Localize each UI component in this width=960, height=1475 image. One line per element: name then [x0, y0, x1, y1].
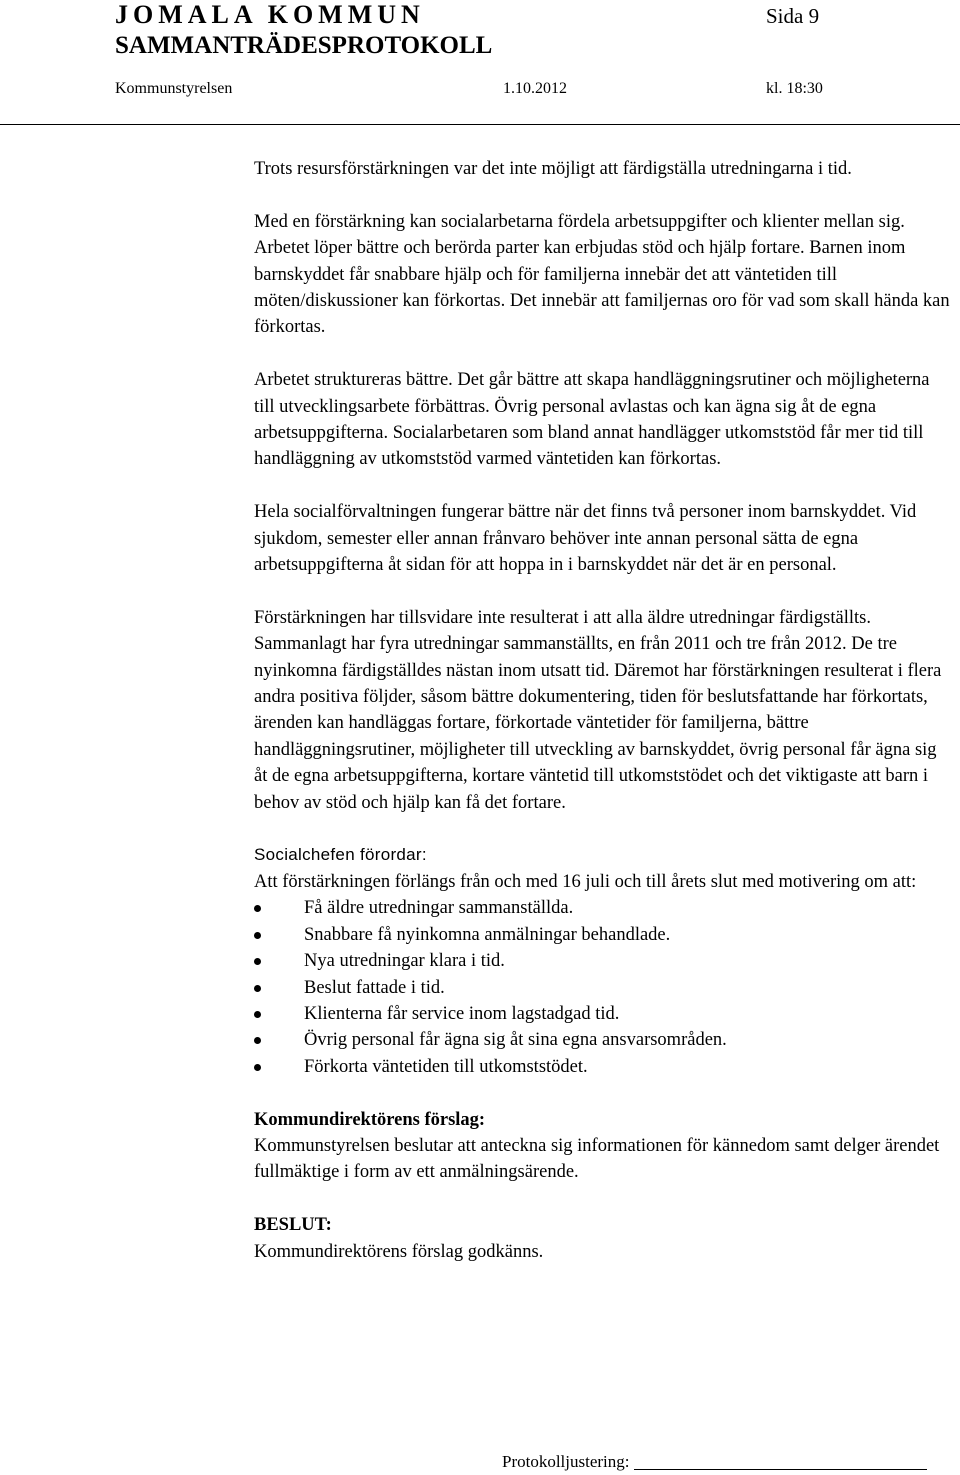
document-body	[254, 156, 954, 1265]
list-item-text: Nya utredningar klara i tid.	[304, 951, 505, 972]
bullet-icon	[254, 905, 261, 912]
bullet-icon	[254, 958, 261, 965]
meeting-date: 1.10.2012	[503, 80, 567, 97]
proposal-text: Kommunstyrelsen beslutar att anteckna sig informationen för kännedom samt delger ärendet fullmäktige i form av ett anmälningsärende.	[254, 1135, 940, 1183]
page-number: Sida 9	[766, 4, 820, 28]
document-type: SAMMANTRÄDESPROTOKOLL	[115, 32, 493, 59]
minutes-verification	[502, 1450, 927, 1474]
list-item-text: Förkorta väntetiden till utkomststödet.	[304, 1056, 588, 1077]
list-item-text: Få äldre utredningar sammanställda.	[304, 898, 574, 919]
bullet-icon	[254, 1064, 261, 1071]
signature-line[interactable]	[634, 1469, 927, 1470]
list-item-text: Beslut fattade i tid.	[304, 977, 445, 998]
decision-text: Kommundirektörens förslag godkänns.	[254, 1241, 544, 1262]
organization-name: JOMALA KOMMUN	[115, 0, 425, 29]
paragraph-1: Trots resursförstärkningen var det inte möjligt att färdigställa utredningarna i tid.	[254, 159, 852, 179]
verification-label: Protokolljustering:	[502, 1452, 630, 1471]
board-name: Kommunstyrelsen	[115, 80, 233, 97]
paragraph-2: Med en förstärkning kan socialarbetarna fördela arbetsuppgifter och klienter mellan sig. Arbetet löper bättre och berörda parter kan erbjudas stöd och hjälp fortare. Barnen inom barnskyddet får snabbare hjälp och för familjerna innebär det att väntetiden till möten/diskussioner kan förkortas. Det innebär att familjernas oro för vad som skall hända kan förkortas.	[254, 211, 950, 338]
meeting-time: kl. 18:30	[766, 80, 823, 97]
recommendation-label: Socialchefen förordar:	[254, 845, 427, 865]
header-divider	[0, 124, 960, 125]
paragraph-5: Förstärkningen har tillsvidare inte resulterat i att alla äldre utredningar färdigställts. Sammanlagt har fyra utredningar sammanställts, en från 2011 och tre från 2012. De tre nyinkomna färdigställdes nästan inom utsatt tid. Däremot har förstärkningen resulterat i flera andra positiva följder, såsom bättre dokumentering, tiden för beslutsfattande har förkortats, ärenden kan handläggas fortare, förkortade väntetider för familjerna, bättre handläggningsrutiner, möjligheter till utveckling av barnskyddet, övrig personal får ägna sig åt de egna arbetsuppgifterna, kortare väntetid till utkomststödet och det viktigaste att barn i behov av stöd och hjälp kan få det fortare.	[254, 607, 942, 813]
list-item-text: Klienterna får service inom lagstadgad tid.	[304, 1003, 620, 1024]
list-item	[254, 1001, 954, 1027]
decision-section	[254, 1212, 954, 1265]
list-item	[254, 922, 954, 948]
list-item	[254, 895, 954, 921]
paragraph-4: Hela socialförvaltningen fungerar bättre när det finns två personer inom barnskyddet. Vid sjukdom, semester eller annan frånvaro behöver inte annan personal sätta de egna arbetsuppgifterna åt sidan för att hoppa in i barnskyddet när det är en personal.	[254, 502, 917, 576]
recommendation-section	[254, 842, 954, 1080]
paragraph-3: Arbetet struktureras bättre. Det går bättre att skapa handläggningsrutiner och möjligheterna till utvecklingsarbete förbättras. Övrig personal avlastas och kan ägna sig åt de egna arbetsuppgifterna. Socialarbetaren som bland annat handlägger utkomststöd får mer tid till handläggning av utkomststöd varmed väntetiden kan förkortas.	[254, 370, 930, 470]
proposal-heading: Kommundirektörens förslag:	[254, 1109, 486, 1130]
bullet-icon	[254, 932, 261, 939]
list-item	[254, 1054, 954, 1080]
bullet-icon	[254, 985, 261, 992]
recommendation-intro: Att förstärkningen förlängs från och med 16 juli och till årets slut med motivering om att:	[254, 871, 917, 892]
recommendation-list	[254, 895, 954, 1080]
list-item-text: Snabbare få nyinkomna anmälningar behandlade.	[304, 924, 671, 945]
list-item	[254, 975, 954, 1001]
list-item	[254, 1027, 954, 1053]
decision-heading: BESLUT:	[254, 1215, 332, 1236]
list-item-text: Övrig personal får ägna sig åt sina egna ansvarsområden.	[304, 1030, 727, 1051]
list-item	[254, 948, 954, 974]
bullet-icon	[254, 1037, 261, 1044]
proposal-section	[254, 1107, 954, 1186]
bullet-icon	[254, 1011, 261, 1018]
